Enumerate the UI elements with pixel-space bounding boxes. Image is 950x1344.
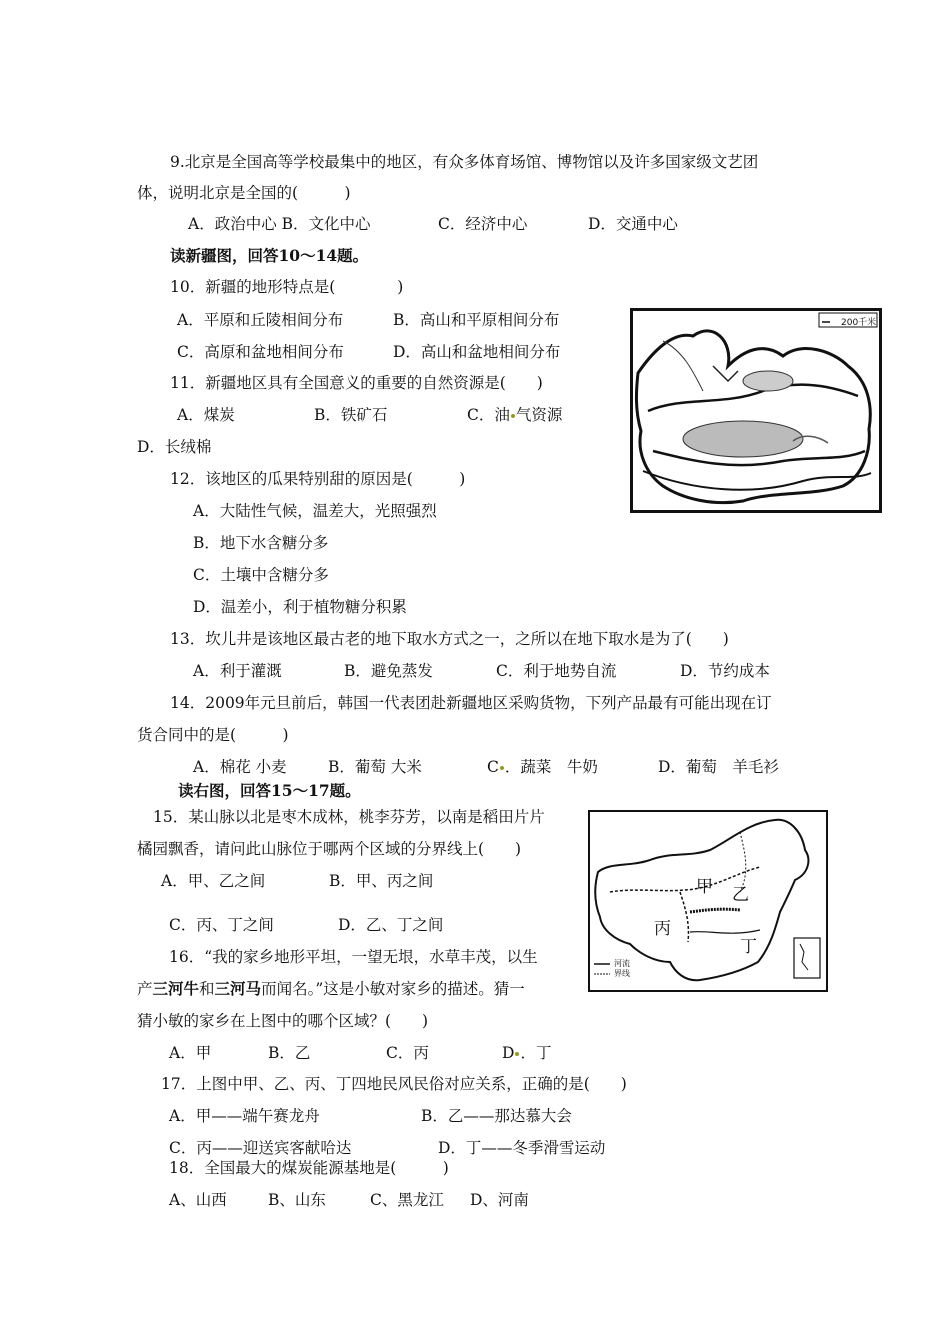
- q10-stem: 10．新疆的地形特点是( ): [170, 278, 404, 296]
- region-label-bing: 丙: [654, 919, 671, 939]
- q9-option-ab: A．政治中心 B．文化中心: [188, 215, 371, 233]
- q11-option-d: D．长绒棉: [137, 438, 212, 456]
- inset-islands: [800, 944, 808, 970]
- q18-option-c: C、黑龙江: [370, 1191, 444, 1209]
- legend-boundary-label: 界线: [614, 969, 630, 978]
- q9-option-c: C．经济中心: [438, 215, 528, 233]
- q13-option-d: D．节约成本: [680, 662, 770, 680]
- q11-option-c: [467, 405, 562, 425]
- junggar-basin: [743, 371, 793, 391]
- q14-option-a: A．棉花 小麦: [193, 758, 287, 776]
- q13-option-a: A．利于灌溉: [193, 662, 282, 680]
- q16-option-d-part1: D: [502, 1044, 515, 1062]
- q12-stem: 12．该地区的瓜果特别甜的原因是( ): [170, 470, 466, 488]
- q10-option-a: A．平原和丘陵相间分布: [177, 311, 344, 329]
- q18-option-a: A、山西: [169, 1191, 227, 1209]
- q12-option-d: D．温差小，利于植物糖分积累: [193, 598, 407, 616]
- q15-option-b: B．甲、丙之间: [329, 872, 434, 890]
- q15-option-d: D．乙、丁之间: [338, 916, 444, 934]
- q13-stem: 13．坎儿井是该地区最古老的地下取水方式之一，之所以在地下取水是为了( ): [170, 630, 729, 648]
- q11-option-c-part2: 气资源: [515, 406, 563, 424]
- q15-line1: 15．某山脉以北是枣木成林，桃李芬芳，以南是稻田片片: [153, 808, 545, 826]
- q12-option-c: C．土壤中含糖分多: [193, 566, 329, 584]
- mountain-mark: [713, 366, 738, 381]
- q11-option-c-part1: C．油: [467, 406, 510, 424]
- region-label-jia: 甲: [696, 877, 713, 897]
- map-scale-label: 200千米: [841, 318, 877, 328]
- legend-river-label: 河流: [614, 959, 630, 968]
- q16-line2: [137, 979, 525, 999]
- stray-dot: [515, 1052, 519, 1056]
- q16-option-a: A．甲: [169, 1044, 212, 1062]
- q15-option-a: A．甲、乙之间: [161, 872, 266, 890]
- q16-line3: 猜小敏的家乡在上图中的哪个区域？( ): [137, 1012, 429, 1030]
- q11-option-b: B．铁矿石: [314, 406, 388, 424]
- xinjiang-map-drawing: [633, 311, 879, 510]
- q16-highlight-sanhe-cattle: 三河牛: [152, 979, 200, 998]
- section-heading-xinjiang: 读新疆图，回答10～14题。: [170, 246, 369, 265]
- q11-option-a: A．煤炭: [177, 406, 235, 424]
- q16-line1: 16．“我的家乡地形平坦，一望无垠，水草丰茂，以生: [169, 948, 538, 966]
- q18-option-b: B、山东: [268, 1191, 326, 1209]
- q16-line2-mid: 和: [199, 980, 215, 998]
- q16-highlight-sanhe-horse: 三河马: [214, 979, 262, 998]
- q11-stem: 11．新疆地区具有全国意义的重要的自然资源是( ): [170, 374, 543, 392]
- q17-option-b: B．乙——那达慕大会: [421, 1107, 572, 1125]
- q12-option-b: B．地下水含糖分多: [193, 534, 329, 552]
- q12-option-a: A．大陆性气候，温差大，光照强烈: [193, 502, 437, 520]
- q16-option-d-part2: ．丁: [520, 1044, 552, 1062]
- section-heading-china-map: 读右图，回答15～17题。: [178, 781, 361, 800]
- q18-stem: 18．全国最大的煤炭能源基地是( ): [169, 1159, 449, 1177]
- q15-line2: 橘园飘香，请问此山脉位于哪两个区域的分界线上( ): [137, 840, 522, 858]
- q9-line2: 体，说明北京是全国的( ): [137, 184, 351, 202]
- q14-line1: 14．2009年元旦前后，韩国一代表团赴新疆地区采购货物，下列产品最有可能出现在订: [170, 694, 772, 712]
- q14-option-d: D．葡萄 羊毛衫: [658, 758, 779, 776]
- q15-option-c: C．丙、丁之间: [169, 916, 274, 934]
- q10-option-c: C．高原和盆地相间分布: [177, 343, 344, 361]
- q17-stem: 17．上图中甲、乙、丙、丁四地民风民俗对应关系，正确的是( ): [161, 1075, 627, 1093]
- q9-option-d: D．交通中心: [588, 215, 678, 233]
- q16-option-b: B．乙: [268, 1044, 311, 1062]
- q14-line2: 货合同中的是( ): [137, 726, 289, 744]
- q17-option-d: D．丁——冬季滑雪运动: [438, 1139, 606, 1157]
- q14-option-c-part2: ．蔬菜 牛奶: [504, 758, 598, 776]
- region-label-yi: 乙: [732, 885, 749, 905]
- q18-option-d: D、河南: [470, 1191, 529, 1209]
- region-boundary-west: [680, 892, 688, 942]
- q17-option-a: A．甲——端午赛龙舟: [169, 1107, 320, 1125]
- china-outline: [595, 820, 808, 980]
- q14-option-c: [487, 757, 598, 777]
- q10-option-d: D．高山和盆地相间分布: [393, 343, 561, 361]
- q16-line2-post: 而闻名。”这是小敏对家乡的描述。猜一: [261, 980, 525, 998]
- q13-option-c: C．利于地势自流: [496, 662, 617, 680]
- qinling-huaihe-line: [690, 909, 740, 912]
- river-line: [663, 341, 703, 391]
- q13-option-b: B．避免蒸发: [344, 662, 433, 680]
- q14-option-b: B．葡萄 大米: [328, 758, 422, 776]
- stray-dot: [500, 766, 504, 770]
- q16-option-c: C．丙: [386, 1044, 429, 1062]
- q16-option-d: [502, 1043, 551, 1063]
- stray-dot: [511, 414, 515, 418]
- xinjiang-map: [630, 308, 882, 513]
- q10-option-b: B．高山和平原相间分布: [393, 311, 560, 329]
- region-label-ding: 丁: [740, 937, 757, 957]
- q14-option-c-part1: C: [487, 758, 499, 776]
- q17-option-c: C．丙——迎送宾客献哈达: [169, 1139, 352, 1157]
- tarim-basin: [683, 421, 803, 457]
- q9-line1: 9.北京是全国高等学校最集中的地区，有众多体育场馆、博物馆以及许多国家级文艺团: [170, 153, 759, 171]
- china-regions-map: [588, 810, 828, 992]
- south-china-sea-inset: [794, 938, 820, 978]
- q16-line2-pre: 产: [137, 980, 153, 998]
